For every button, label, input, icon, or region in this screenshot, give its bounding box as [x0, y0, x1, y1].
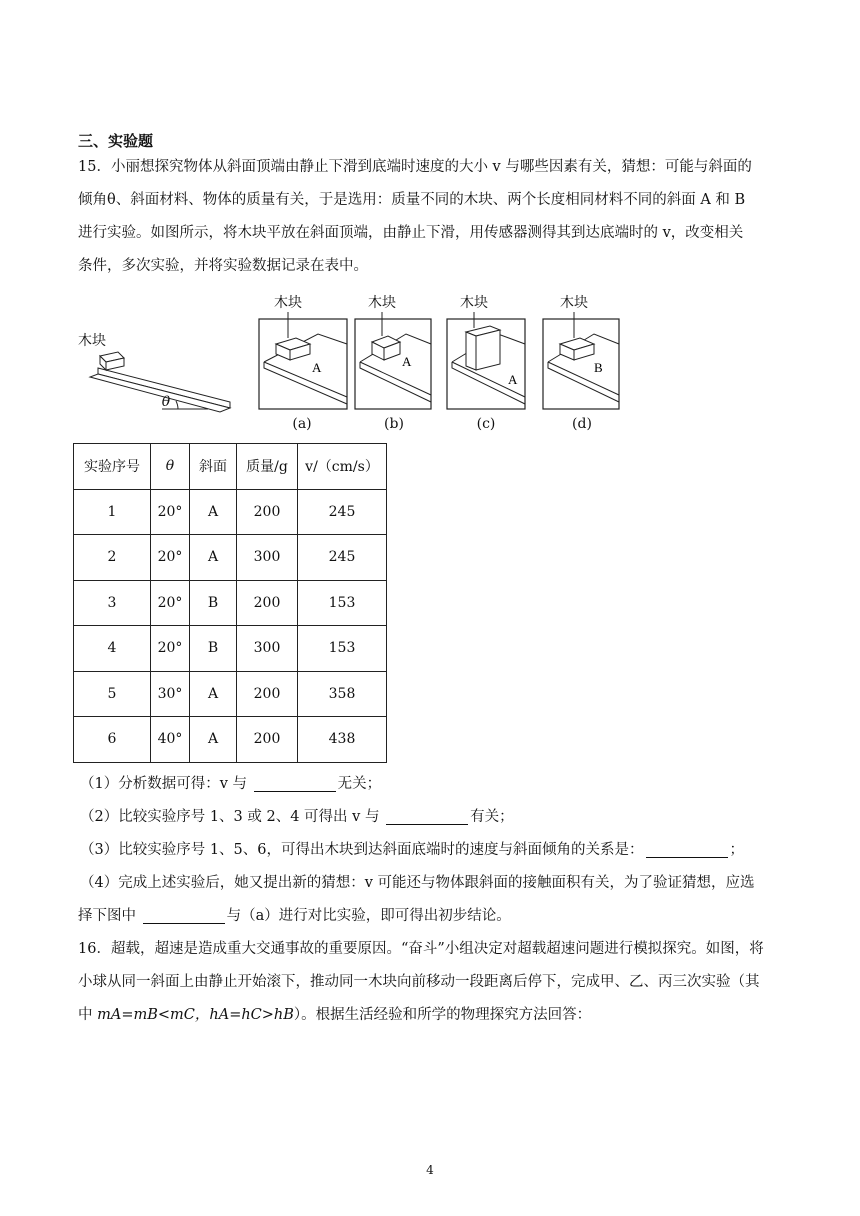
sub-question-4	[80, 871, 755, 892]
angle-label: θ	[161, 394, 171, 410]
q15-line: 倾角θ、斜面材料、物体的质量有关，于是选用：质量不同的木块、两个长度相同材料不同的斜面 A 和 B	[78, 192, 746, 208]
table-cell: 40°	[151, 717, 190, 763]
sub-question-4-cont	[78, 904, 511, 925]
incline-figure	[80, 330, 240, 420]
table-cell: 1	[74, 489, 151, 535]
panel-slope-label: A	[402, 354, 412, 369]
q15-line: 15．小丽想探究物体从斜面顶端由静止下滑到底端时速度的大小 v 与哪些因素有关，猜想：可能与斜面的	[78, 159, 752, 175]
table-cell: 30°	[151, 671, 190, 717]
panel-top-label: 木块	[560, 295, 588, 311]
table-cell: 200	[237, 717, 298, 763]
table-cell: 20°	[151, 489, 190, 535]
table-row	[74, 671, 387, 717]
question-text: ）。根据生活经验和所学的物理探究方法回答：	[293, 1007, 592, 1023]
section-title: 三、实验题	[78, 132, 154, 150]
sub-question-2	[80, 805, 514, 826]
panel-top-label: 木块	[274, 295, 302, 311]
question-text: 择下图中	[78, 908, 141, 924]
q15-stem	[78, 151, 778, 283]
table-cell: A	[190, 671, 237, 717]
table-header-cell: 斜面	[190, 444, 237, 490]
q15-line: 进行实验。如图所示，将木块平放在斜面顶端，由静止下滑，用传感器测得其到达底端时的 v，改变相关	[78, 225, 744, 241]
table-row	[74, 580, 387, 626]
table-cell: 300	[237, 626, 298, 672]
answer-blank[interactable]	[254, 773, 336, 792]
sub-question-1	[80, 772, 381, 793]
data-table	[73, 443, 387, 763]
table-cell: A	[190, 535, 237, 581]
table-cell: 2	[74, 535, 151, 581]
table-cell: 3	[74, 580, 151, 626]
table-cell: 358	[298, 671, 387, 717]
table-row	[74, 535, 387, 581]
panel-caption: (a)	[292, 416, 312, 432]
question-text: ；	[729, 842, 745, 858]
answer-blank[interactable]	[386, 806, 468, 825]
sub-question-3	[80, 838, 744, 859]
table-cell: 20°	[151, 580, 190, 626]
table-cell: B	[190, 580, 237, 626]
table-cell: 5	[74, 671, 151, 717]
table-header-row	[74, 444, 387, 490]
table-header-cell: θ	[151, 444, 190, 490]
panel-caption: (c)	[476, 416, 496, 432]
block-label: 木块	[78, 333, 106, 349]
question-text: 有关；	[470, 809, 514, 825]
q15-line: 条件，多次实验，并将实验数据记录在表中。	[78, 258, 368, 274]
table-cell: 438	[298, 717, 387, 763]
table-cell: 6	[74, 717, 151, 763]
table-cell: 20°	[151, 535, 190, 581]
question-text: 与（a）进行对比实验，即可得出初步结论。	[226, 908, 511, 924]
table-cell: A	[190, 717, 237, 763]
table-cell: 4	[74, 626, 151, 672]
answer-blank[interactable]	[143, 905, 225, 924]
q16-line: 小球从同一斜面上由静止开始滚下，推动同一木块向前移动一段距离后停下，完成甲、乙、丙三次实验（其	[78, 974, 760, 990]
panel-top-label: 木块	[368, 295, 396, 311]
panel-caption: (b)	[384, 416, 404, 432]
table-row	[74, 717, 387, 763]
panel-slope-label: A	[312, 360, 322, 375]
table-header-cell: v/（cm/s）	[298, 444, 387, 490]
table-cell: 153	[298, 580, 387, 626]
panel-slope-label: B	[594, 360, 603, 375]
table-cell: 300	[237, 535, 298, 581]
question-text: （2）比较实验序号 1、3 或 2、4 可得出 v 与	[80, 809, 385, 825]
answer-blank[interactable]	[646, 839, 728, 858]
table-cell: 20°	[151, 626, 190, 672]
table-row	[74, 626, 387, 672]
question-text: （1）分析数据可得：v 与	[80, 776, 252, 792]
table-row	[74, 489, 387, 535]
table-cell: 200	[237, 489, 298, 535]
question-text: 无关；	[337, 776, 382, 792]
math-expression: mA=mB<mC，hA=hC>hB	[97, 1007, 294, 1023]
q16-line	[78, 1003, 591, 1024]
panel-slope-label: A	[508, 372, 518, 387]
table-cell: B	[190, 626, 237, 672]
question-text: 中	[78, 1007, 98, 1023]
question-text: （4）完成上述实验后，她又提出新的猜想：v 可能还与物体跟斜面的接触面积有关，为了验证猜想，应选	[80, 875, 755, 891]
table-cell: 200	[237, 580, 298, 626]
table-cell: A	[190, 489, 237, 535]
table-header-cell: 实验序号	[74, 444, 151, 490]
panel-top-label: 木块	[460, 295, 488, 311]
table-cell: 245	[298, 489, 387, 535]
q16-line: 16．超载，超速是造成重大交通事故的重要原因。“奋斗”小组决定对超载超速问题进行模拟探究。如图，将	[78, 941, 764, 957]
question-text: （3）比较实验序号 1、5、6，可得出木块到达斜面底端时的速度与斜面倾角的关系是：	[80, 842, 644, 858]
panel-caption: (d)	[572, 416, 592, 432]
table-cell: 200	[237, 671, 298, 717]
table-cell: 245	[298, 535, 387, 581]
table-cell: 153	[298, 626, 387, 672]
page-number: 4	[426, 1163, 434, 1177]
table-header-cell: 质量/g	[237, 444, 298, 490]
